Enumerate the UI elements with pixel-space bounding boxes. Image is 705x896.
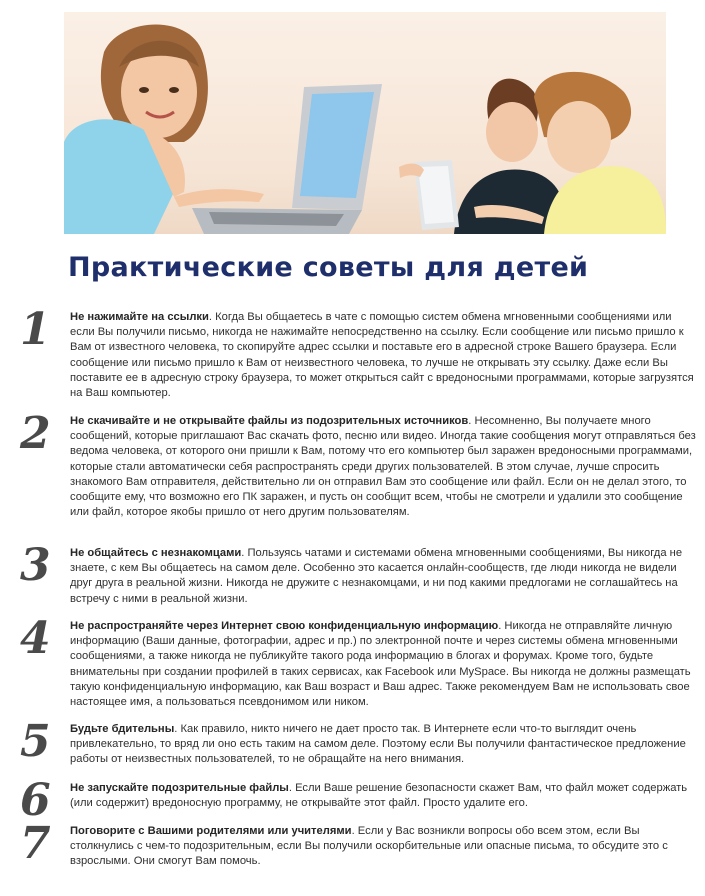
tip-heading: Будьте бдительны [70,723,175,735]
tip-text [70,310,696,401]
tip-number: 4 [20,613,51,664]
tip-body: . Никогда не отправляйте личную информацию (Ваши данные, фотографии, адрес и пр.) по электронной почте и через системы обмена мгновенными сообщениями, а также никогда не публикуйте такого рода информацию в блогах и форумах. Кроме того, будьте внимательны при создании профилей в таких сервисах, как Facebook или MySpace. Вы никогда не должны размещать такую конфиденциальную информацию, как Ваш возраст и Ваш адрес. Также рекомендуем Вам не использовать свое настоящее имя, а пользоваться псевдонимом или ником. [70,620,691,709]
tip-heading: Не общайтесь с незнакомцами [70,547,242,559]
tip-heading: Не распространяйте через Интернет свою конфиденциальную информацию [70,620,499,632]
tip-body: . Пользуясь чатами и системами обмена мгновенными сообщениями, Вы никогда не знаете, с кем Вы общаетесь на самом деле. Особенно это касается онлайн-сообществ, где люди никогда не видели друг друга в реальной жизни. Никогда не дружите с незнакомцами, и ни под какими предлогами не соглашайтесь на встречу с ними в реальной жизни. [70,547,683,605]
children-with-laptops-illustration [64,12,666,234]
tip-text [70,414,696,520]
tip-number: 7 [20,818,51,869]
tip-body: . Если Ваше решение безопасности скажет Вам, что файл может содержать (или содержит) вредоносную программу, не открывайте этот файл. Просто удалите его. [70,782,688,810]
tip-text [70,824,696,870]
tip-text [70,619,696,710]
tip-body: . Несомненно, Вы получаете много сообщений, которые приглашают Вас скачать фото, песню или видео. Иногда такие сообщения могут отправляться без ведома человека, от которого они пришли к Вам, потому что его компьютер был заражен вредоносными программами, которые стали автоматически себя распространять среди других пользователей. В этом случае, лучше спросить знакомого Вам отправителя, действительно ли он отправил Вам это сообщение или файл. Если он не делал этого, то сообщите ему, что возможно его ПК заражен, и пусть он сообщит всем, чтобы не смотрели и удалили это сообщение или файл, которое якобы пришло от него другим пользователям. [70,415,696,519]
tip-heading: Не скачивайте и не открывайте файлы из подозрительных источников [70,415,469,427]
tip-text [70,722,696,768]
tip-body: . Если у Вас возникли вопросы обо всем этом, если Вы столкнулись с чем-то подозрительным, если Вы получили оскорбительные или опасные письма, то обсудите это с взрослыми. Они смогут Вам помочь. [70,825,668,868]
tip-text [70,546,696,607]
girl-with-laptop-illustration [64,25,382,235]
tip-text [70,781,696,811]
tip-number: 3 [20,540,51,591]
tip-body: . Как правило, никто ничего не дает просто так. В Интернете если что-то выглядит очень привлекательно, то вряд ли оно есть таким на самом деле. Поэтому если Вы получили фантастическое предложение работы от неизвестных пользователей, то не обращайте на него внимания. [70,723,686,766]
tip-number: 6 [20,775,51,826]
tip-body: . Когда Вы общаетесь в чате с помощью систем обмена мгновенными сообщениями или если Вы получили письмо, никогда не нажимайте непосредственно на ссылку. Если сообщение или письмо пришло к Вам от известного человека, то скопируйте адрес ссылки и поставьте его в адресной строке Вашего браузера. Если сообщение или письмо пришло к Вам от неизвестного человека, то лучше не открывать эту ссылку. Даже если Вы поставите ее в адресную строку браузера, то может открыться сайт с вредоносными программами, которые загрузятся на Ваш компьютер. [70,311,694,400]
tip-heading: Не нажимайте на ссылки [70,311,209,323]
page-title: Практические советы для детей [68,252,589,283]
two-boys-with-laptop-illustration [399,72,666,234]
tip-number: 2 [20,408,51,459]
hero-image [64,12,666,234]
tip-heading: Не запускайте подозрительные файлы [70,782,289,794]
tip-heading: Поговорите с Вашими родителями или учителями [70,825,352,837]
tip-number: 5 [20,716,51,767]
tip-number: 1 [20,304,51,355]
